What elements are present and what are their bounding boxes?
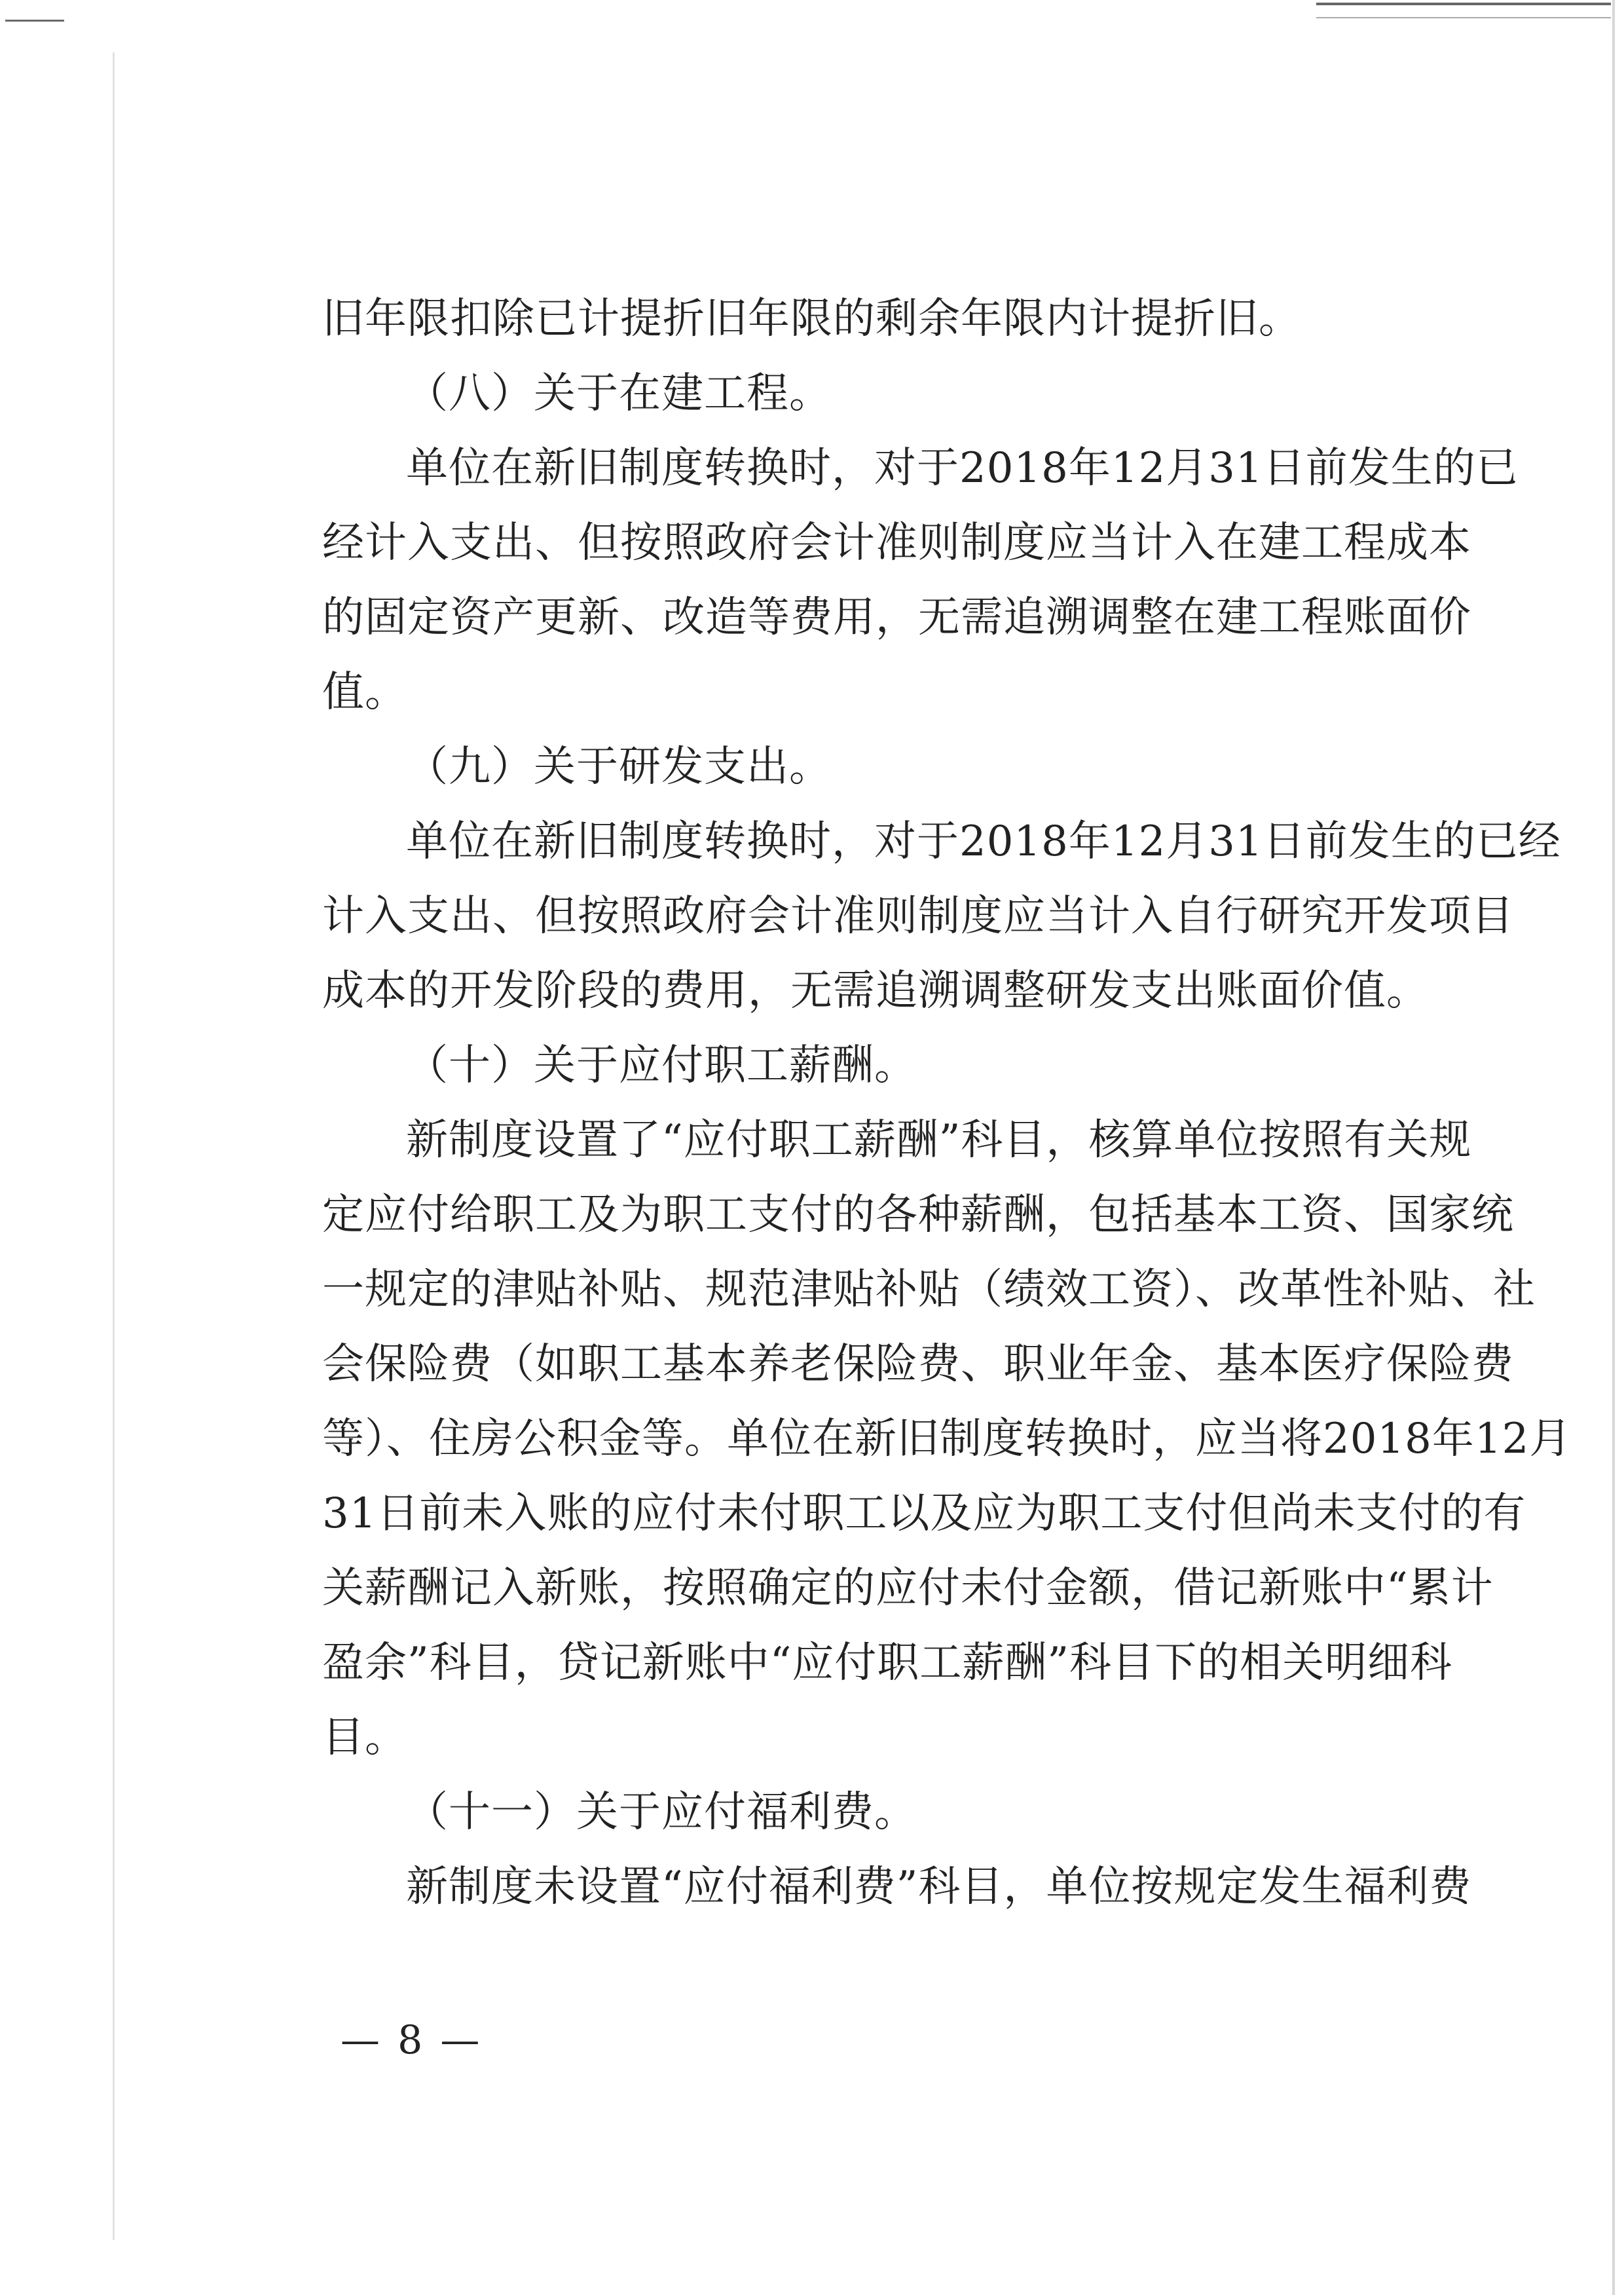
text-line: 新制度未设置“应付福利费”科目，单位按规定发生福利费: [406, 1863, 1472, 1911]
page-number: — 8 —: [341, 2017, 483, 2063]
text-line: 计入支出、但按照政府会计准则制度应当计入自行研究开发项目: [322, 892, 1514, 941]
text-line: 单位在新旧制度转换时，对于2018年12月31日前发生的已: [406, 444, 1519, 493]
scan-edge: [1612, 0, 1615, 2295]
section-heading-8: （八）关于在建工程。: [406, 369, 832, 418]
scan-edge: [113, 52, 115, 2240]
text-line: 值。: [322, 668, 407, 717]
section-heading-11: （十一）关于应付福利费。: [406, 1788, 917, 1837]
section-heading-9: （九）关于研发支出。: [406, 743, 832, 791]
text-line: 旧年限扣除已计提折旧年限的剩余年限内计提折旧。: [322, 295, 1301, 343]
text-line: 盈余”科目，贷记新账中“应付职工薪酬”科目下的相关明细科: [322, 1639, 1453, 1687]
section-heading-10: （十）关于应付职工薪酬。: [406, 1041, 917, 1090]
text-line: 经计入支出、但按照政府会计准则制度应当计入在建工程成本: [322, 519, 1471, 567]
scan-mark: [5, 20, 64, 22]
text-line: 新制度设置了“应付职工薪酬”科目，核算单位按照有关规: [406, 1116, 1472, 1165]
text-line: 一规定的津贴补贴、规范津贴补贴（绩效工资）、改革性补贴、社: [322, 1265, 1536, 1314]
text-line: 31日前未入账的应付未付职工以及应为职工支付但尚未支付的有: [322, 1489, 1526, 1538]
text-line: 等）、住房公积金等。单位在新旧制度转换时，应当将2018年12月: [322, 1415, 1572, 1463]
text-line: 成本的开发阶段的费用，无需追溯调整研发支出账面价值。: [322, 967, 1429, 1015]
document-page: [322, 282, 1572, 1924]
scan-mark: [1316, 3, 1611, 18]
text-line: 会保险费（如职工基本养老保险费、职业年金、基本医疗保险费: [322, 1340, 1514, 1389]
text-line: 单位在新旧制度转换时，对于2018年12月31日前发生的已经: [406, 817, 1561, 866]
text-line: 关薪酬记入新账，按照确定的应付未付金额，借记新账中“累计: [322, 1564, 1494, 1613]
text-line: 定应付给职工及为职工支付的各种薪酬，包括基本工资、国家统: [322, 1191, 1514, 1239]
text-line: 目。: [322, 1713, 407, 1762]
text-line: 的固定资产更新、改造等费用，无需追溯调整在建工程账面价: [322, 593, 1471, 642]
